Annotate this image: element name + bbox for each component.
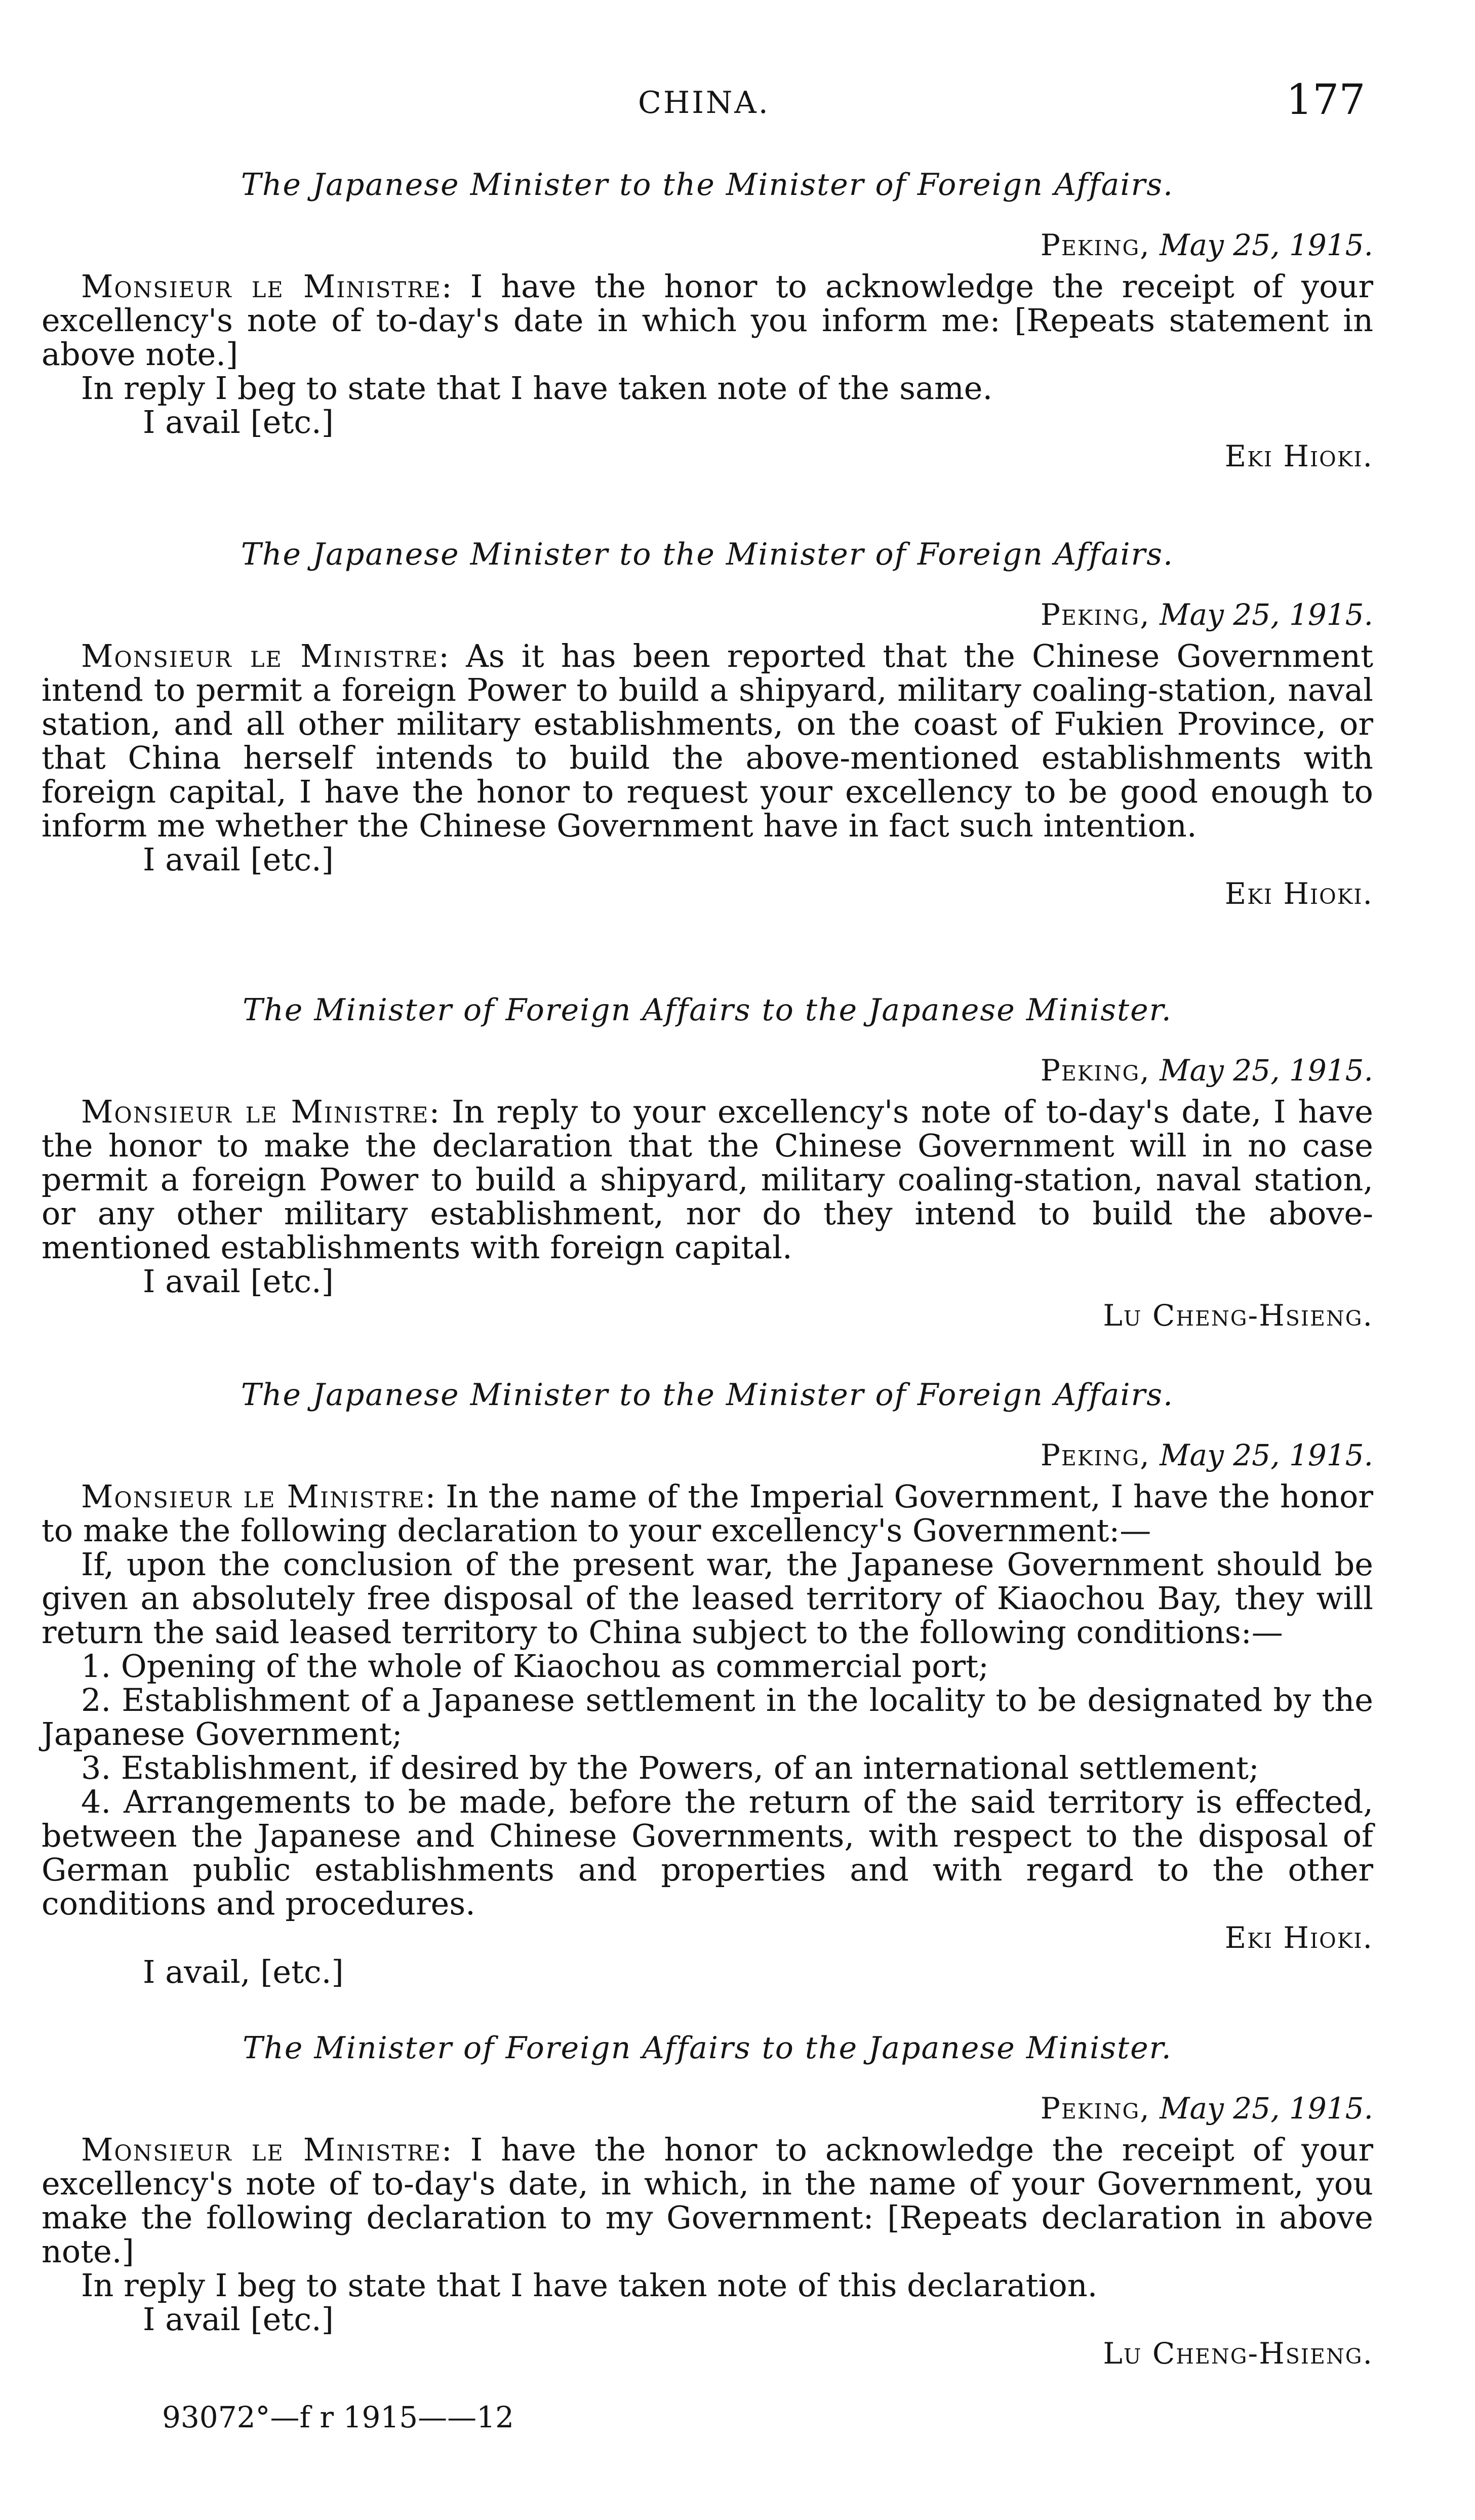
dateline: Peking, May 25, 1915. bbox=[1040, 1053, 1373, 1088]
dateline: Peking, May 25, 1915. bbox=[1040, 597, 1373, 632]
letter-paragraph: Monsieur le Ministre: In the name of the Imperial Government, I have the honor to make the following declaration to your excellency's Government:— bbox=[42, 1478, 1373, 1549]
signature: Eki Hioki. bbox=[1224, 1921, 1373, 1955]
letter-paragraph: In reply I beg to state that I have taken note of the same. bbox=[81, 370, 993, 407]
salutation: Monsieur le Ministre bbox=[81, 1093, 429, 1130]
salutation: Monsieur le Ministre bbox=[81, 637, 439, 674]
letter-paragraph: In reply I beg to state that I have taken note of this declaration. bbox=[81, 2267, 1098, 2304]
dateline: Peking, May 25, 1915. bbox=[1040, 1438, 1373, 1472]
closing: I avail, [etc.] bbox=[143, 1953, 344, 1990]
signature: Eki Hioki. bbox=[1224, 876, 1373, 911]
letter-heading: The Japanese Minister to the Minister of Foreign Affairs. bbox=[241, 167, 1174, 203]
signature: Lu Cheng-Hsieng. bbox=[1103, 1298, 1373, 1333]
letter-heading: The Minister of Foreign Affairs to the Japanese Minister. bbox=[243, 2030, 1172, 2066]
letter-2 bbox=[42, 537, 1373, 911]
letter-heading: The Minister of Foreign Affairs to the Japanese Minister. bbox=[243, 992, 1172, 1028]
letter-paragraph: Monsieur le Ministre: As it has been reported that the Chinese Government intend to permit a foreign Power to build a shipyard, military coaling-station, naval station, and all other military establishments, on the coast of Fukien Province, or that China herself intends to build the above-mentioned establishments with foreign capital, I have the honor to request your excellency to be good enough to inform me whether the Chinese Government have in fact such intention. bbox=[42, 637, 1373, 844]
letter-heading: The Japanese Minister to the Minister of Foreign Affairs. bbox=[241, 1377, 1174, 1413]
signature: Lu Cheng-Hsieng. bbox=[1103, 2336, 1373, 2371]
letter-4 bbox=[42, 1377, 1373, 1989]
salutation: Monsieur le Ministre bbox=[81, 1478, 425, 1515]
list-item: 2. Establishment of a Japanese settlement in the locality to be designated by the Japanese Government; bbox=[42, 1682, 1373, 1752]
letter-1 bbox=[42, 167, 1373, 473]
closing: I avail [etc.] bbox=[143, 2301, 334, 2338]
list-item: 1. Opening of the whole of Kiaochou as commercial port; bbox=[81, 1648, 989, 1685]
list-item: 3. Establishment, if desired by the Powers, of an international settlement; bbox=[81, 1749, 1259, 1786]
signature: Eki Hioki. bbox=[1224, 439, 1373, 473]
print-code: 93072°—f r 1915——12 bbox=[162, 2400, 514, 2434]
letter-paragraph: Monsieur le Ministre: I have the honor to acknowledge the receipt of your excellency's note of to-day's date, in which, in the name of your Government, you make the following declaration to my Government: [Repeats declaration in above note.] bbox=[42, 2131, 1373, 2270]
letter-paragraph: Monsieur le Ministre: I have the honor to acknowledge the receipt of your excellency's note of to-day's date in which you inform me: [Repeats statement in above note.] bbox=[42, 268, 1373, 373]
letter-heading: The Japanese Minister to the Minister of Foreign Affairs. bbox=[241, 537, 1174, 572]
dateline: Peking, May 25, 1915. bbox=[1040, 2091, 1373, 2126]
letter-5 bbox=[42, 2030, 1373, 2371]
salutation: Monsieur le Ministre bbox=[81, 268, 442, 305]
letter-3 bbox=[42, 992, 1373, 1333]
dateline: Peking, May 25, 1915. bbox=[1040, 228, 1373, 262]
running-head: CHINA. bbox=[638, 85, 770, 121]
letter-paragraph: Monsieur le Ministre: In reply to your excellency's note of to-day's date, I have the honor to make the declaration that the Chinese Government will in no case permit a foreign Power to build a shipyard, military coaling-station, naval station, or any other military establishment, nor do they intend to build the above-mentioned establishments with foreign capital. bbox=[42, 1093, 1373, 1266]
closing: I avail [etc.] bbox=[143, 404, 334, 441]
closing: I avail [etc.] bbox=[143, 1263, 334, 1300]
closing: I avail [etc.] bbox=[143, 841, 334, 878]
salutation: Monsieur le Ministre bbox=[81, 2131, 442, 2168]
list-item: 4. Arrangements to be made, before the return of the said territory is effected, between the Japanese and Chinese Governments, with respect to the disposal of German public establishments and properties and with regard to the other conditions and procedures. bbox=[42, 1783, 1373, 1922]
letter-paragraph: If, upon the conclusion of the present war, the Japanese Government should be given an absolutely free disposal of the leased territory of Kiaochou Bay, they will return the said leased territory to China subject to the following conditions:— bbox=[42, 1546, 1373, 1651]
page-number: 177 bbox=[1286, 76, 1366, 124]
